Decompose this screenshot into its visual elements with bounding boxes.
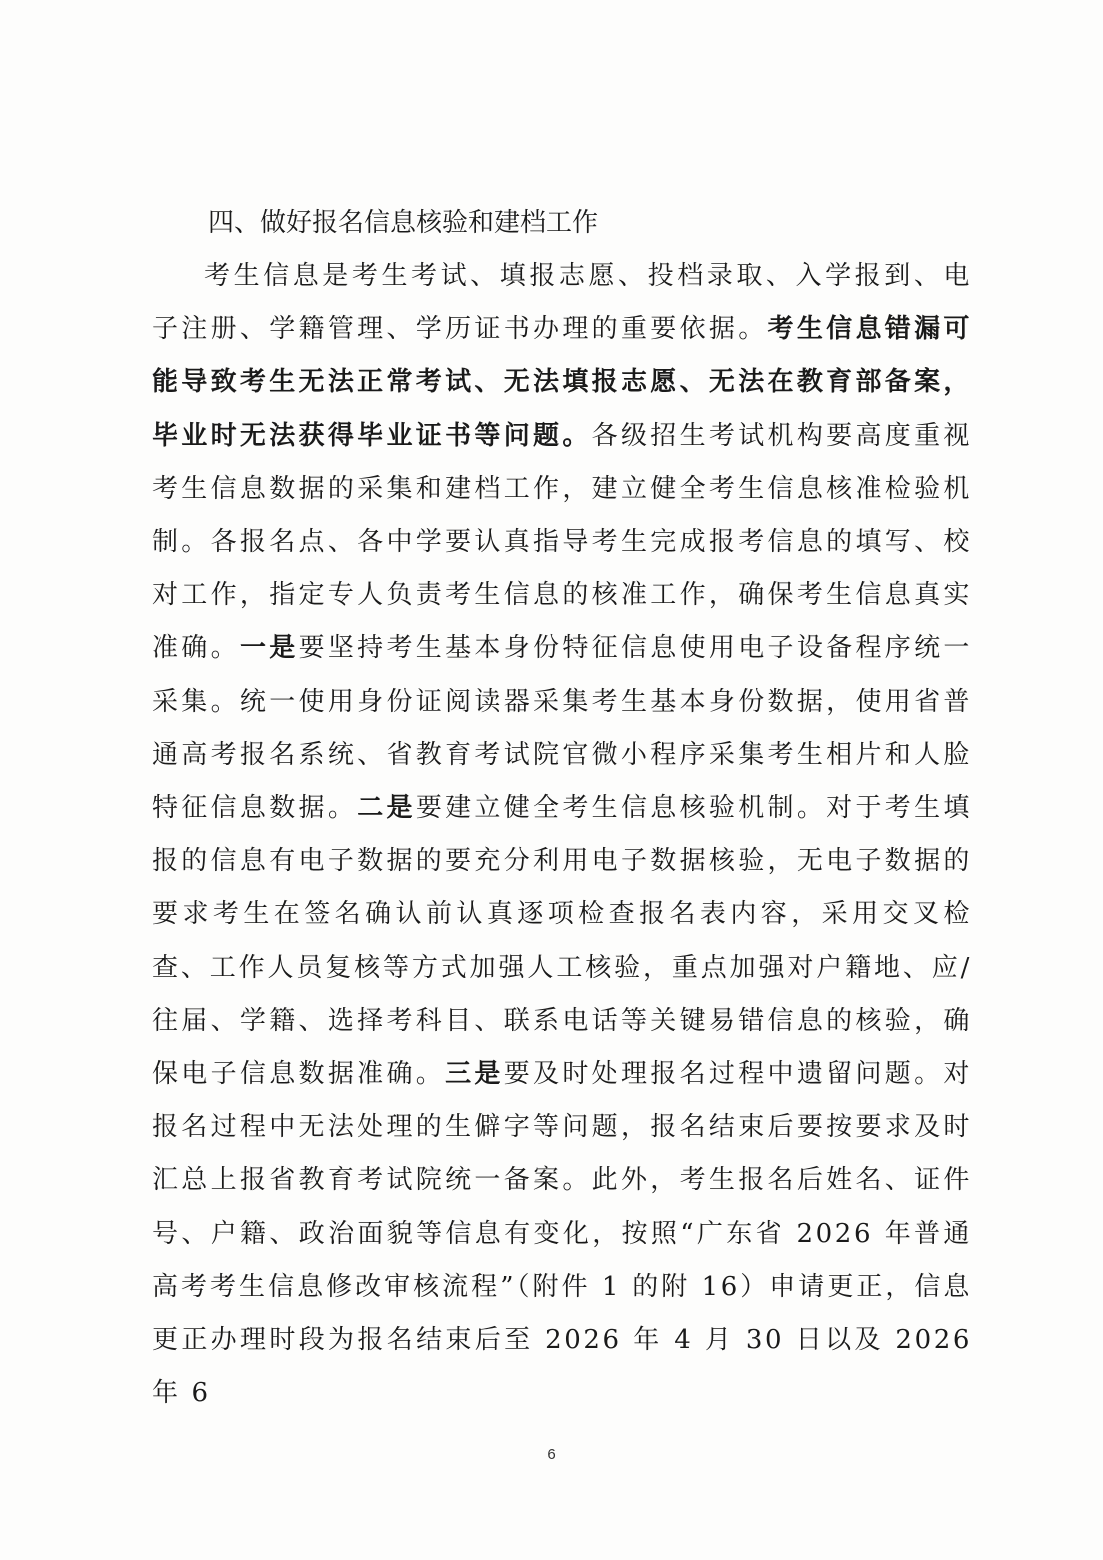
emphasis-text: 考生信息错漏可能导致考生无法正常考试、无法填报志愿、无法在教育部备案，毕业时无法获得毕业证书等问题。 [152, 314, 972, 451]
page-number: 6 [547, 1446, 556, 1463]
section-heading: 四、做好报名信息核验和建档工作 [208, 208, 599, 238]
emphasis-marker-third: 三是 [445, 1059, 504, 1090]
paragraph-text: 要坚持考生基本身份特征信息使用电子设备程序统一采集。统一使用身份证阅读器采集考生基本身份数据，使用省普通高考报名系统、省教育考试院官微小程序采集考生相片和人脸特征信息数据。 [152, 633, 972, 824]
emphasis-marker-second: 二是 [357, 793, 416, 824]
paragraph-text: 要及时处理报名过程中遗留问题。对报名过程中无法处理的生僻字等问题，报名结束后要按要求及时汇总上报省教育考试院统一备案。此外，考生报名后姓名、证件号、户籍、政治面貌等信息有变化，按照“广东省 2026 年普通高考考生信息修改审核流程”（附件 1 的附 16）申请更正，信息更正办理时段为报名结束后至 2026 年 4 月 30 日以及 2026 年 6 [152, 1059, 972, 1409]
emphasis-marker-first: 一是 [239, 633, 299, 664]
paragraph-text: 各级招生考试机构要高度重视考生信息数据的采集和建档工作，建立健全考生信息核准检验机制。各报名点、各中学要认真指导考生完成报考信息的填写、校对工作，指定专人负责考生信息的核准工作，确保考生信息真实准确。 [152, 420, 972, 664]
paragraph-text: 考生信息是考生考试、填报志愿、投档录取、入学报到、电子注册、学籍管理、学历证书办理的重要依据。 [152, 261, 972, 345]
paragraph-text: 要建立健全考生信息核验机制。对于考生填报的信息有电子数据的要充分利用电子数据核验，无电子数据的要求考生在签名确认前认真逐项检查报名表内容，采用交叉检查、工作人员复核等方式加强人工核验，重点加强对户籍地、应/往届、学籍、选择考科目、联系电话等关键易错信息的核验，确保电子信息数据准确。 [152, 793, 973, 1090]
document-body [152, 200, 972, 1420]
body-paragraph [152, 250, 972, 1420]
